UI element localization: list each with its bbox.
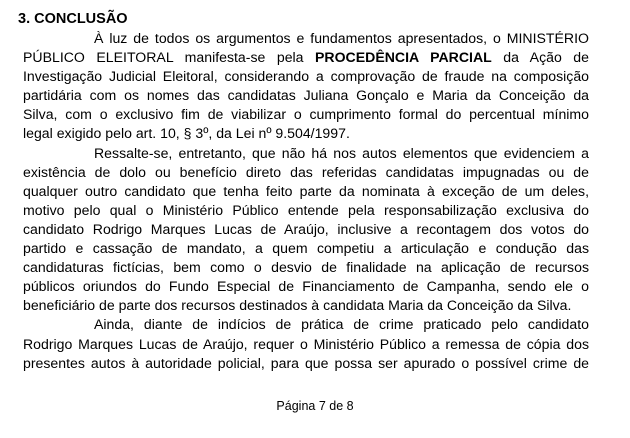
paragraph-line: existência de dolo ou benefício direto das referidas candidatas impugnadas ou de [23,163,589,180]
bold-verdict: PROCEDÊNCIA PARCIAL [315,49,492,66]
paragraph-line: candidaturas fictícias, bem como o desvio de finalidade na aplicação de recursos [23,259,589,276]
line-text: da Ação de [491,49,589,66]
paragraph-line: partido e cassação de mandato, a quem competiu a articulação e condução das [23,240,589,257]
paragraph-line: Investigação Judicial Eleitoral, considerando a comprovação de fraude na composição [23,68,589,85]
paragraph-line: Rodrigo Marques Lucas de Araújo, requer o Ministério Público a remessa de cópia dos [23,335,589,352]
paragraph-line: À luz de todos os argumentos e fundamentos apresentados, o MINISTÉRIO [94,30,589,46]
paragraph-line: públicos oriundos do Fundo Especial de Financiamento de Campanha, sendo ele o [23,278,589,295]
paragraph-line: beneficiário de parte dos recursos destinados à candidata Maria da Conceição da Silva. [23,297,572,314]
paragraph-line: candidato Rodrigo Marques Lucas de Araújo, inclusive a recontagem dos votos do [23,220,589,237]
paragraph-line: presentes autos à autoridade policial, para que possa ser apurado o possível crime de [23,354,589,371]
line-text: PÚBLICO ELEITORAL manifesta-se pela [23,49,316,66]
paragraph-line: motivo pelo qual o Ministério Público entende pela responsabilização exclusiva do [23,201,589,218]
page-number: Página 7 de 8 [276,399,354,413]
paragraph-line: legal exigido pelo art. 10, § 3º, da Lei nº 9.504/1997. [23,125,350,142]
paragraph-line [23,48,589,67]
paragraph-line: Silva, com o exclusivo fim de viabilizar o cumprimento formal do percentual mínimo [23,106,589,123]
paragraph-line: Ainda, diante de indícios de prática de crime praticado pelo candidato [94,316,589,333]
section-heading: 3. CONCLUSÃO [18,11,128,27]
paragraph-line: Ressalte-se, entretanto, que não há nos autos elementos que evidenciem a [94,144,589,161]
paragraph-line: partidária com os nomes das candidatas Juliana Gonçalo e Maria da Conceição da [23,87,589,104]
paragraph-line: qualquer outro candidato que tenha feito parte da nominata à exceção de um deles, [23,182,589,199]
conclusion-body [23,29,589,373]
